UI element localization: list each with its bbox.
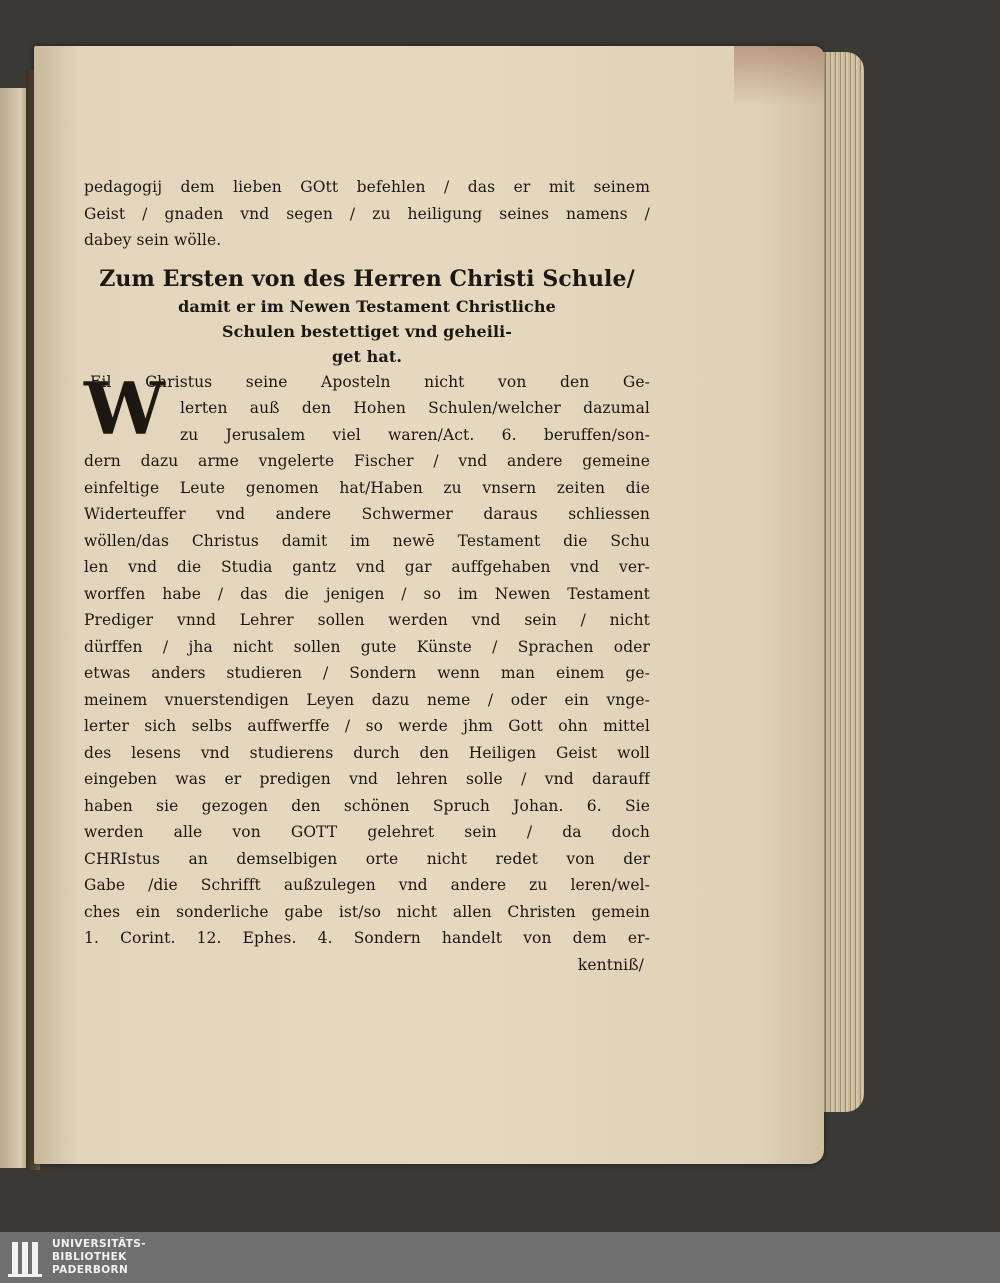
catchword: kentniß/ bbox=[577, 955, 644, 974]
heading-line-2: damit er im Newen Testament Christliche bbox=[178, 296, 556, 316]
book-page bbox=[34, 46, 824, 1164]
body-line: ches ein sonderliche gabe ist/so nicht allen Christen gemein bbox=[84, 902, 650, 921]
body-line: Widerteuffer vnd andere Schwermer daraus schliessen bbox=[84, 505, 650, 523]
body-line: Prediger vnnd Lehrer sollen werden vnd sein / nicht bbox=[84, 611, 650, 629]
body-line: werden alle von GOTT gelehret sein / da doch bbox=[84, 823, 650, 841]
drop-initial: W bbox=[84, 365, 165, 451]
body-line: etwas anders studieren / Sondern wenn man einem ge- bbox=[84, 664, 650, 682]
intro-line: pedagogij dem lieben GOtt befehlen / das er mit seinem bbox=[84, 178, 650, 196]
body-line: Gabe /die Schrifft außzulegen vnd andere zu leren/wel- bbox=[84, 876, 650, 894]
logo-line: UNIVERSITÄTS- bbox=[52, 1238, 147, 1250]
library-footer bbox=[0, 1232, 1000, 1283]
heading-line-1: Zum Ersten von des Herren Christi Schule/ bbox=[99, 265, 635, 292]
body-line: zu Jerusalem viel waren/Act. 6. beruffen/son- bbox=[180, 425, 650, 444]
body-line: dürffen / jha nicht sollen gute Künste / Sprachen oder bbox=[84, 637, 650, 656]
intro-line: Geist / gnaden vnd segen / zu heiligung seines namens / bbox=[84, 204, 650, 223]
body-line: lerter sich selbs auffwerffe / so werde jhm Gott ohn mittel bbox=[84, 717, 650, 735]
body-line: haben sie gezogen den schönen Spruch Johan. 6. Sie bbox=[84, 796, 650, 815]
body-line: lerten auß den Hohen Schulen/welcher dazumal bbox=[180, 399, 650, 417]
heading-line-3: Schulen bestettiget vnd geheili- bbox=[221, 321, 513, 341]
body-line: CHRIstus an demselbigen orte nicht redet von der bbox=[84, 849, 650, 868]
section-heading bbox=[84, 264, 650, 369]
body-paragraph bbox=[84, 365, 650, 979]
heading-line-4: get hat. bbox=[331, 346, 403, 366]
body-line: len vnd die Studia gantz vnd gar auffgehaben vnd ver- bbox=[84, 558, 650, 576]
body-line: Eil Christus seine Aposteln nicht von den Ge- bbox=[90, 372, 650, 391]
body-line: wöllen/das Christus damit im newē Testament die Schu bbox=[84, 531, 650, 550]
body-line: des lesens vnd studierens durch den Heiligen Geist woll bbox=[84, 743, 650, 762]
logo-line: BIBLIOTHEK bbox=[52, 1251, 127, 1263]
body-line: dern dazu arme vngelerte Fischer / vnd andere gemeine bbox=[84, 452, 650, 470]
body-line: einfeltige Leute genomen hat/Haben zu vnsern zeiten die bbox=[84, 478, 650, 497]
library-logo-icon bbox=[8, 1238, 46, 1278]
page-text bbox=[84, 174, 650, 978]
body-line: worffen habe / das die jenigen / so im Newen Testament bbox=[84, 584, 650, 603]
body-line: meinem vnuerstendigen Leyen dazu neme / oder ein vnge- bbox=[84, 690, 650, 709]
body-line: eingeben was er predigen vnd lehren solle / vnd darauff bbox=[84, 770, 650, 788]
body-line: 1. Corint. 12. Ephes. 4. Sondern handelt von dem er- bbox=[84, 929, 650, 947]
library-logo-text bbox=[52, 1238, 146, 1277]
logo-line: PADERBORN bbox=[52, 1264, 129, 1276]
intro-line: dabey sein wölle. bbox=[84, 231, 222, 249]
